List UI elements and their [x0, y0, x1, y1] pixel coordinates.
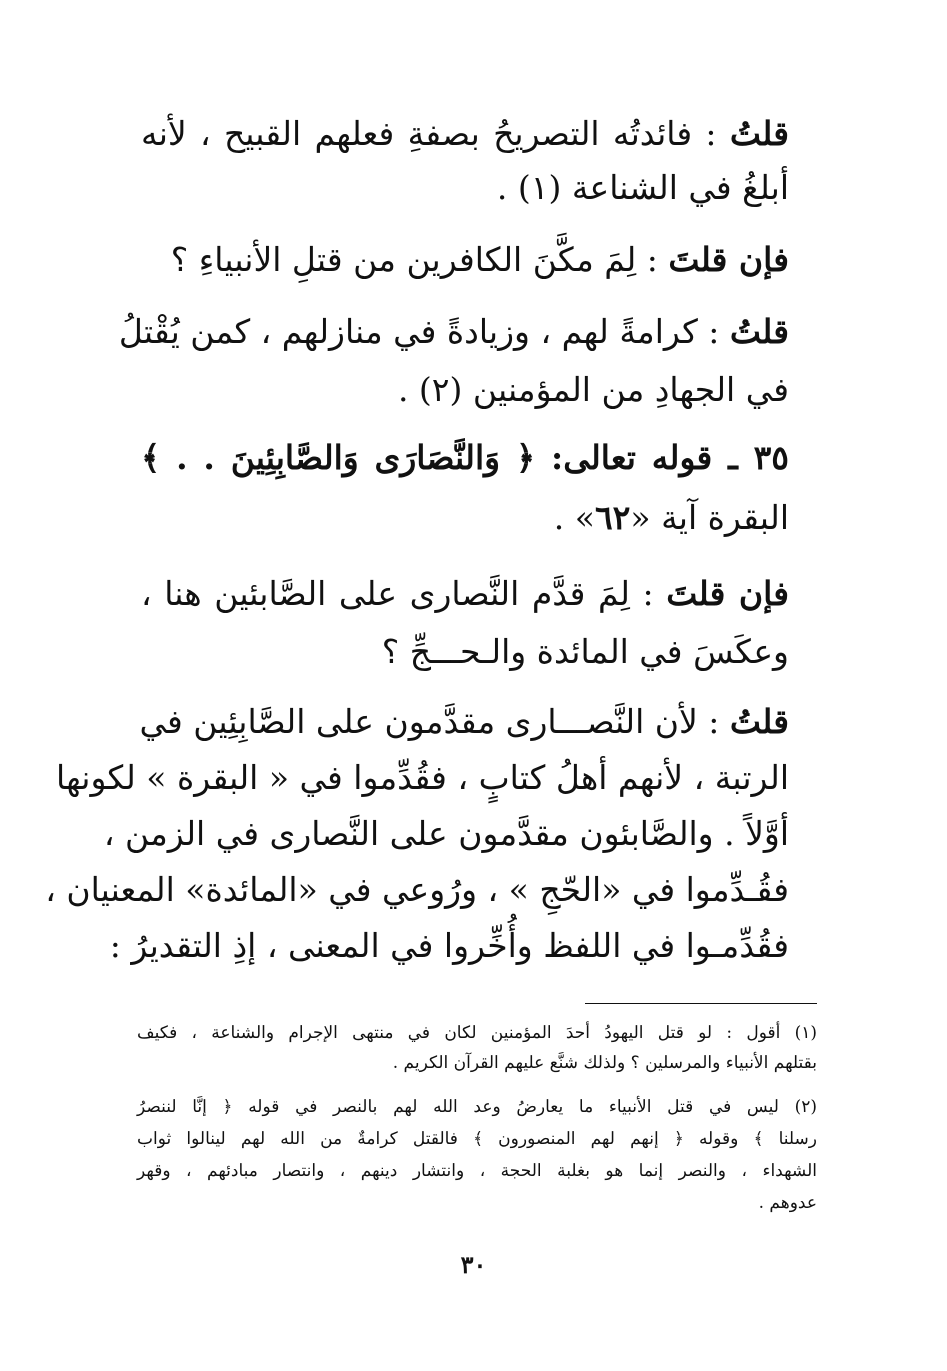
- question-label: فإن قلتَ: [668, 240, 789, 279]
- answer-line: أوَّلاً . والصَّابئون مقدَّمون على النَّصارى في الزمن ،: [103, 814, 789, 853]
- footnote-divider: [585, 1003, 817, 1004]
- answer-text: : لأن النَّصـــارى مقدَّمون على الصَّابِئِين في: [139, 702, 730, 741]
- footnote-line: بقتلهم الأنبياء والمرسلين ؟ ولذلك شنَّع عليهم القرآن الكريم .: [392, 1053, 817, 1073]
- footnote-line: (٢) ليس في قتل الأنبياء ما يعارضُ وعد الله لهم بالنصر في قوله ﴿ إنَّا لننصرُ: [137, 1097, 817, 1117]
- question-line: [141, 566, 789, 622]
- answer-text: : فائدتُه التصريحُ بصفةِ فعلهم القبيح ، لأنه: [141, 114, 730, 153]
- verse-intro: قوله تعالى:: [535, 438, 729, 477]
- answer-line: فقُدِّمـوا في اللفظ وأُخِّروا في المعنى ، إذِ التقديرُ :: [109, 926, 789, 965]
- answer-line: فقُـدِّموا في «الحّجِ » ، ورُوعي في «المائدة» المعنيان ،: [45, 870, 789, 909]
- question-text: : لِمَ قدَّم النَّصارى على الصَّابئين هنا ،: [141, 574, 667, 613]
- answer-line: [141, 694, 789, 750]
- footnote-line: عدوهم .: [758, 1193, 817, 1213]
- answer-text: : كرامةً لهم ، وزيادةً في منازلهم ، كمن يُقْتلُ: [118, 312, 730, 351]
- page-number: ٣٠: [460, 1250, 487, 1279]
- answer-line: [118, 304, 789, 360]
- verse-text: ﴿ وَالنَّصَارَى وَالصَّابِئِينَ . . ﴾: [141, 438, 536, 477]
- verse-heading: [141, 430, 789, 486]
- footnote-line: رسلنا ﴾ وقوله ﴿ إنهم لهم المنصورون ﴾ فالقتل كرامةٌ من الله لهم لينالوا ثواب: [137, 1129, 817, 1149]
- answer-line: [141, 106, 789, 162]
- answer-label: قلتُ: [729, 702, 789, 741]
- verse-reference: البقرة آية «٦٢» .: [553, 498, 789, 537]
- verse-ref-number: ٦٢: [594, 498, 631, 537]
- verse-number: ٣٥ ـ: [728, 438, 790, 477]
- footnote-line: (١) أقول : لو قتل اليهودُ أحدَ المؤمنين لكان في منتهى الإجرام والشناعة ، فكيف: [137, 1023, 817, 1043]
- question-label: فإن قلتَ: [666, 574, 789, 613]
- question-line: وعكَسَ في المائدة والـحـــجِّ ؟: [381, 632, 789, 671]
- answer-label: قلتُ: [729, 312, 789, 351]
- answer-line: الرتبة ، لأنهم أهلُ كتابٍ ، فقُدِّموا في « البقرة » لكونها: [56, 758, 789, 797]
- answer-label: قلتُ: [729, 114, 789, 153]
- footnote-line: الشهداء ، والنصر إنما هو بغلبة الحجة ، وانتشار دينهم ، وانتصار مبادئهم ، وقهر: [137, 1161, 817, 1181]
- question-text: : لِمَ مكَّنَ الكافرين من قتلِ الأنبياءِ ؟: [170, 240, 669, 279]
- answer-line: أبلغُ في الشناعة (١) .: [496, 168, 789, 207]
- answer-line: في الجهادِ من المؤمنين (٢) .: [397, 370, 789, 409]
- question-line: [141, 232, 789, 288]
